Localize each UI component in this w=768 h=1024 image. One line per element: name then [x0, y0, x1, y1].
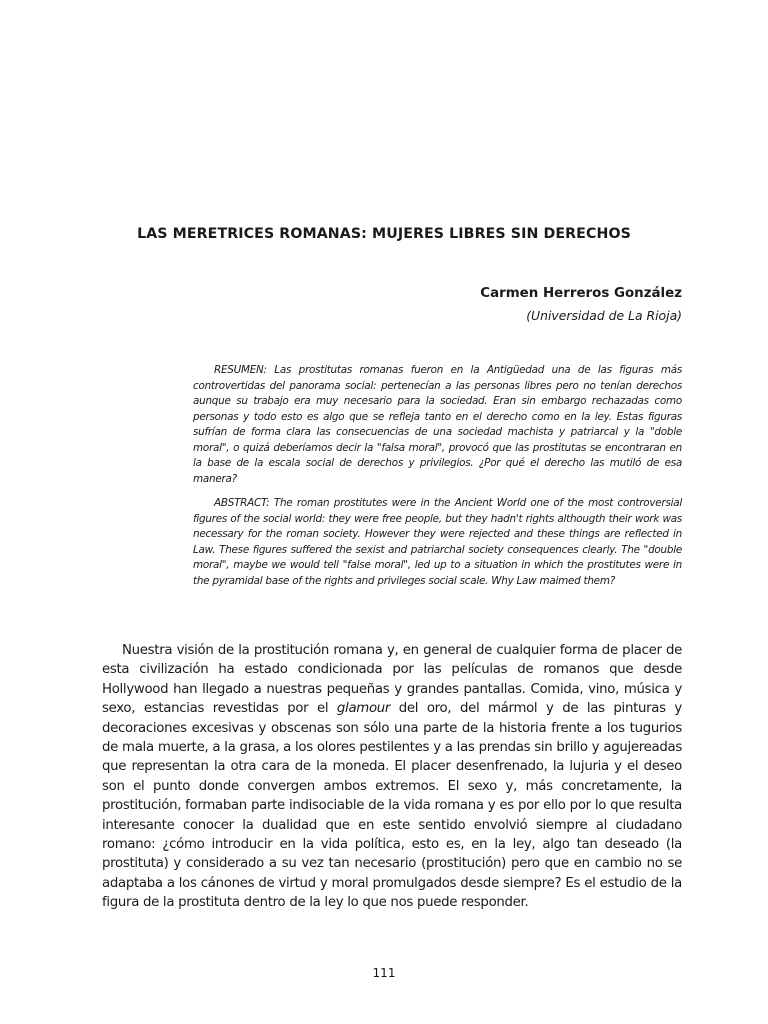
abstract-english: ABSTRACT: The roman prostitutes were in the Ancient World one of the most controversial figures of the social world: they were free people, but they hadn't rights althougth their work was necessary for the roman society. However they were rejected and these things are reflected in Law. These figures suffered the sexist and patriarchal society consequences clearly. The "double moral", maybe we would tell "false moral", led up to a situation in which the prostitutes were in the pyramidal base of the rights and privileges social scale. Why Law maimed them?	[193, 497, 682, 587]
abstracts-section	[193, 363, 682, 589]
page-number: 111	[372, 966, 396, 980]
author-affiliation: (Universidad de La Rioja)	[526, 308, 682, 323]
author-block	[480, 285, 682, 325]
body-text-part-1: Nuestra visión de la prostitución romana y, en general de cualquier forma de placer de esta civilización ha estado condicionada por las películas de romanos que desde Hollywood han llegado a nuestras pequeñas y grandes pantallas. Comida, vino, música y sexo, estancias revestidas por el	[102, 643, 682, 717]
abstract-spanish: RESUMEN: Las prostitutas romanas fueron en la Antigüedad una de las figuras más controvertidas del panorama social: pertenecían a las personas libres pero no tenían derechos aunque su trabajo era muy necesario para la sociedad. Eran sin embargo rechazadas como personas y todo esto es algo que se refleja tanto en el derecho como en la ley. Estas figuras sufrían de forma clara las consecuencias de una sociedad machista y patriarcal y la "doble moral", o quizá deberíamos decir la "falsa moral", provocó que las prostitutas se encontraran en la base de la escala social de derechos y privilegios. ¿Por qué el derecho las mutiló de esa manera?	[193, 364, 682, 485]
article-title: LAS MERETRICES ROMANAS: MUJERES LIBRES SIN DERECHOS	[137, 226, 631, 242]
body-text-part-2: del oro, del mármol y de las pinturas y decoraciones excesivas y obscenas son sólo una parte de la historia frente a los tugurios de mala muerte, a la grasa, a los olores pestilentes y a las prendas sin brillo y agujereadas que representan la otra cara de la moneda. El placer desenfrenado, la lujuria y el deseo son el punto donde convergen ambos extremos. El sexo y, más concretamente, la prostitución, formaban parte indisociable de la vida romana y es por ello por lo que resulta interesante conocer la dualidad que en este sentido envolvió siempre al ciudadano romano: ¿cómo introducir en la vida política, esto es, en la ley, algo tan deseado (la prostituta) y considerado a su vez tan necesario (prostitución) pero que en cambio no se adaptaba a los cánones de virtud y moral promulgados desde siempre? Es el estudio de la figura de la prostituta dentro de la ley lo que nos puede responder.	[102, 701, 682, 911]
body-paragraph	[102, 641, 682, 913]
author-name: Carmen Herreros González	[480, 286, 682, 301]
body-text-emphasis: glamour	[336, 701, 391, 717]
